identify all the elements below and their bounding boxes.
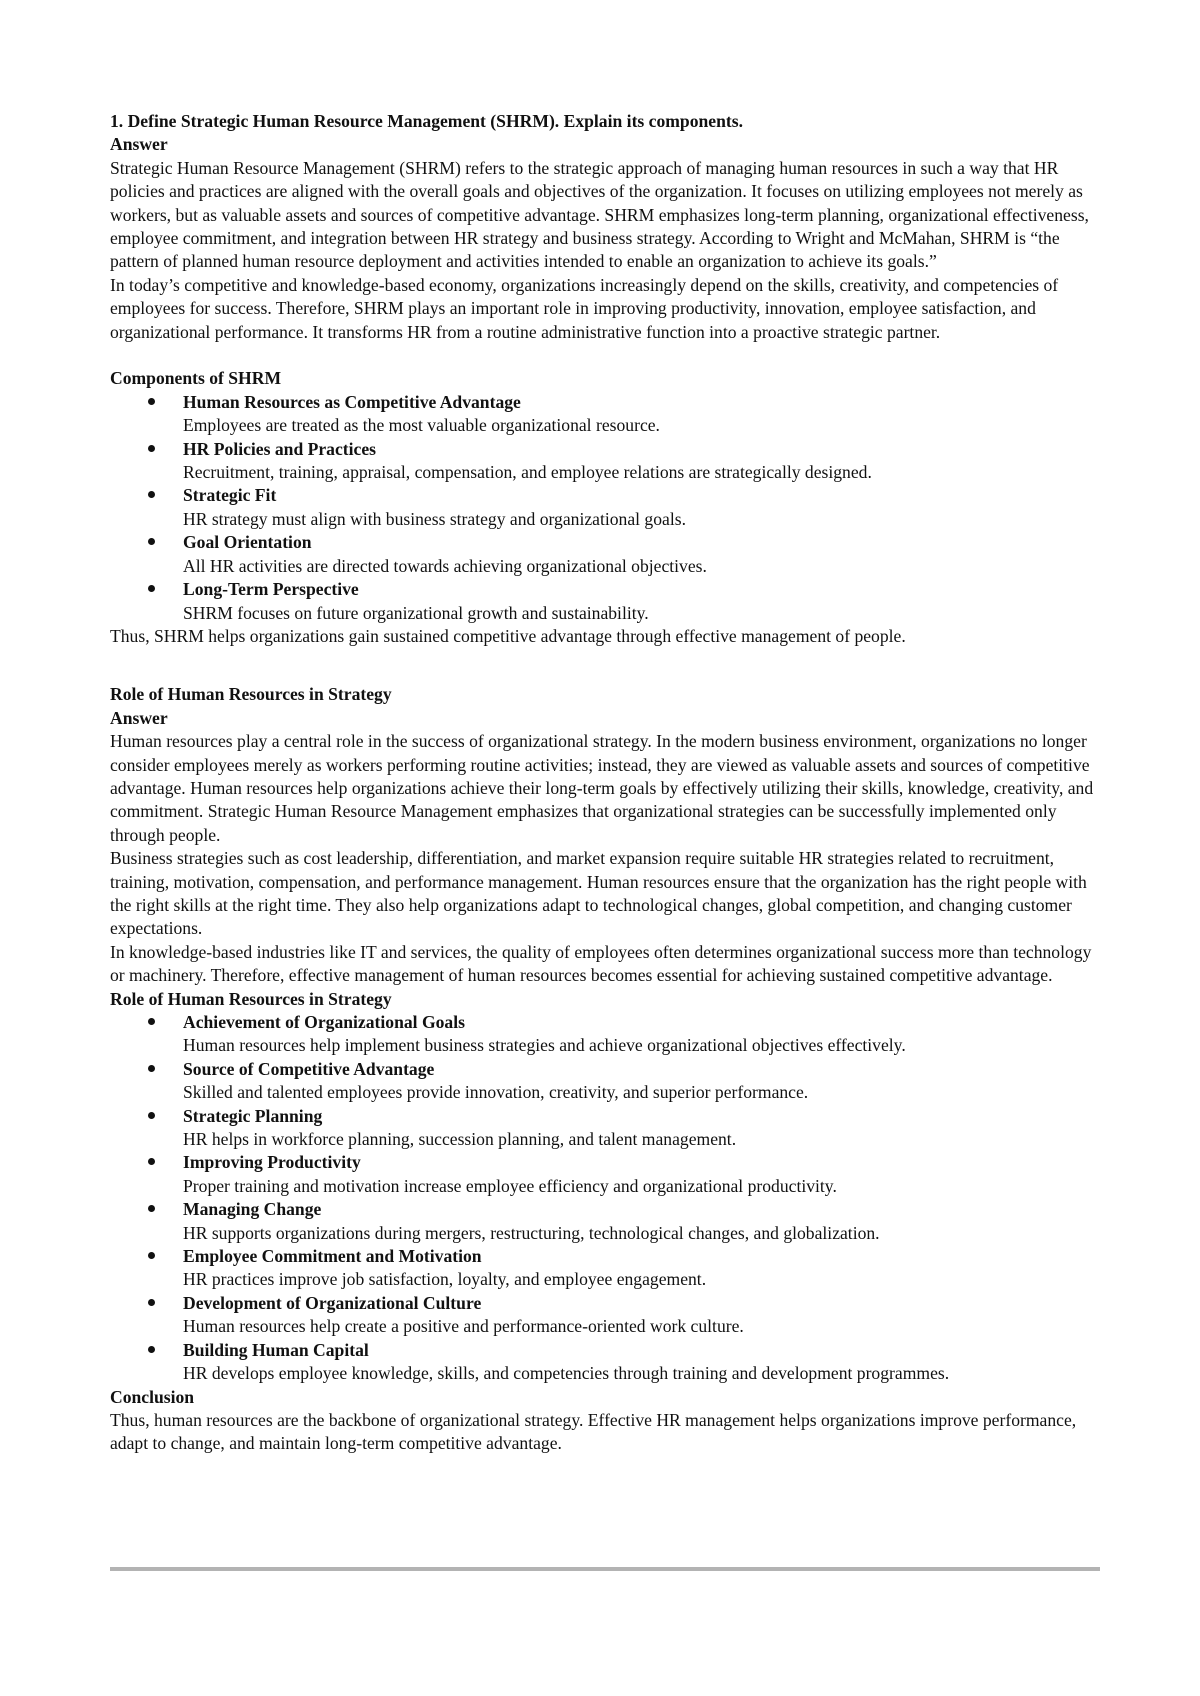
components-heading: Components of SHRM xyxy=(110,368,282,389)
section1-answer-label: Answer xyxy=(110,134,168,155)
list-item xyxy=(110,1198,1100,1245)
list-item xyxy=(110,1151,1100,1198)
list-item-text: SHRM focuses on future organizational growth and sustainability. xyxy=(183,602,649,623)
bullet-icon xyxy=(148,1299,155,1306)
list-item xyxy=(110,391,1100,438)
section2-answer-label: Answer xyxy=(110,707,168,728)
section1-heading: 1. Define Strategic Human Resource Management (SHRM). Explain its components. xyxy=(110,111,743,131)
list-item xyxy=(110,1339,1100,1386)
bullet-icon xyxy=(148,1065,155,1072)
bottom-divider xyxy=(110,1567,1100,1571)
bullet-icon xyxy=(148,1252,155,1259)
list-item-title: Building Human Capital xyxy=(183,1339,369,1360)
bullet-icon xyxy=(148,538,155,545)
list-item-text: Employees are treated as the most valuable organizational resource. xyxy=(183,415,660,436)
list-item xyxy=(110,438,1100,485)
list-item-title: Development of Organizational Culture xyxy=(183,1292,482,1313)
list-item-title: Employee Commitment and Motivation xyxy=(183,1246,482,1267)
list-item xyxy=(110,1011,1100,1058)
conclusion-text: Thus, human resources are the backbone of organizational strategy. Effective HR management helps organizations improve performance, adapt to change, and maintain long-term competitive advantage. xyxy=(110,1409,1077,1454)
bullet-icon xyxy=(148,398,155,405)
document-page xyxy=(110,110,1100,1456)
list-item xyxy=(110,531,1100,578)
section2-paragraph: Human resources play a central role in the success of organizational strategy. In the modern business environment, organizations no longer consider employees merely as workers performing routine activities; instead, they are viewed as valuable assets and sources of competitive advantage. Human resources help organizations achieve their long-term goals by effectively utilizing their skills, knowledge, creativity, and commitment. Strategic Human Resource Management emphasizes that organizational strategies can be successfully implemented only through people. xyxy=(110,731,1094,845)
list-item xyxy=(110,1058,1100,1105)
section1-paragraph: In today’s competitive and knowledge-based economy, organizations increasingly depend on the skills, creativity, and competencies of employees for success. Therefore, SHRM plays an important role in improving productivity, innovation, employee satisfaction, and organizational performance. It transforms HR from a routine administrative function into a proactive strategic partner. xyxy=(110,274,1059,342)
list-item-title: Improving Productivity xyxy=(183,1152,361,1173)
components-list xyxy=(110,391,1100,625)
section2-heading: Role of Human Resources in Strategy xyxy=(110,684,392,705)
bullet-icon xyxy=(148,1018,155,1025)
bullet-icon xyxy=(148,491,155,498)
list-item-title: Achievement of Organizational Goals xyxy=(183,1012,465,1033)
list-item xyxy=(110,1292,1100,1339)
section1-paragraph: Strategic Human Resource Management (SHRM) refers to the strategic approach of managing human resources in such a way that HR policies and practices are aligned with the overall goals and objectives of the organization. It focuses on utilizing employees not merely as workers, but as valuable assets and sources of competitive advantage. SHRM emphasizes long-term planning, organizational effectiveness, employee commitment, and integration between HR strategy and business strategy. According to Wright and McMahan, SHRM is “the pattern of planned human resource deployment and activities intended to enable an organization to achieve its goals.” xyxy=(110,157,1089,272)
spacer xyxy=(110,648,1100,683)
list-item xyxy=(110,578,1100,625)
list-item-text: All HR activities are directed towards achieving organizational objectives. xyxy=(183,555,707,576)
section1-closing: Thus, SHRM helps organizations gain sustained competitive advantage through effective management of people. xyxy=(110,625,906,646)
list-item-text: Human resources help implement business strategies and achieve organizational objectives effectively. xyxy=(183,1035,906,1056)
list-item xyxy=(110,1245,1100,1292)
list-item xyxy=(110,1105,1100,1152)
conclusion-heading: Conclusion xyxy=(110,1386,195,1407)
list-item-title: Human Resources as Competitive Advantage xyxy=(183,391,521,412)
list-item-title: Long-Term Perspective xyxy=(183,579,359,600)
roles-heading: Role of Human Resources in Strategy xyxy=(110,988,392,1009)
list-item-title: Managing Change xyxy=(183,1199,322,1220)
bullet-icon xyxy=(148,445,155,452)
bullet-icon xyxy=(148,585,155,592)
list-item-text: HR practices improve job satisfaction, loyalty, and employee engagement. xyxy=(183,1269,707,1290)
list-item-text: HR develops employee knowledge, skills, and competencies through training and development programmes. xyxy=(183,1363,950,1384)
list-item-title: Source of Competitive Advantage xyxy=(183,1058,435,1079)
list-item-text: Recruitment, training, appraisal, compensation, and employee relations are strategically designed. xyxy=(183,462,872,483)
bullet-icon xyxy=(148,1158,155,1165)
list-item-title: Strategic Planning xyxy=(183,1105,323,1126)
list-item-title: Goal Orientation xyxy=(183,532,312,553)
spacer xyxy=(110,344,1100,367)
list-item-text: HR helps in workforce planning, succession planning, and talent management. xyxy=(183,1129,737,1150)
list-item-text: Skilled and talented employees provide innovation, creativity, and superior performance. xyxy=(183,1082,809,1103)
bullet-icon xyxy=(148,1205,155,1212)
roles-list xyxy=(110,1011,1100,1386)
section2-paragraph: Business strategies such as cost leadership, differentiation, and market expansion require suitable HR strategies related to recruitment, training, motivation, compensation, and performance management. Human resources ensure that the organization has the right people with the right skills at the right time. They also help organizations adapt to technological changes, global competition, and changing customer expectations. xyxy=(110,848,1087,939)
list-item-text: Human resources help create a positive and performance-oriented work culture. xyxy=(183,1316,744,1337)
bullet-icon xyxy=(148,1346,155,1353)
list-item-text: HR supports organizations during mergers, restructuring, technological changes, and globalization. xyxy=(183,1222,880,1243)
list-item-title: Strategic Fit xyxy=(183,485,277,506)
bullet-icon xyxy=(148,1112,155,1119)
list-item-title: HR Policies and Practices xyxy=(183,438,376,459)
list-item xyxy=(110,484,1100,531)
section2-paragraph: In knowledge-based industries like IT and services, the quality of employees often determines organizational success more than technology or machinery. Therefore, effective management of human resources becomes essential for achieving sustained competitive advantage. xyxy=(110,941,1092,986)
list-item-text: Proper training and motivation increase employee efficiency and organizational productivity. xyxy=(183,1175,837,1196)
list-item-text: HR strategy must align with business strategy and organizational goals. xyxy=(183,508,686,529)
